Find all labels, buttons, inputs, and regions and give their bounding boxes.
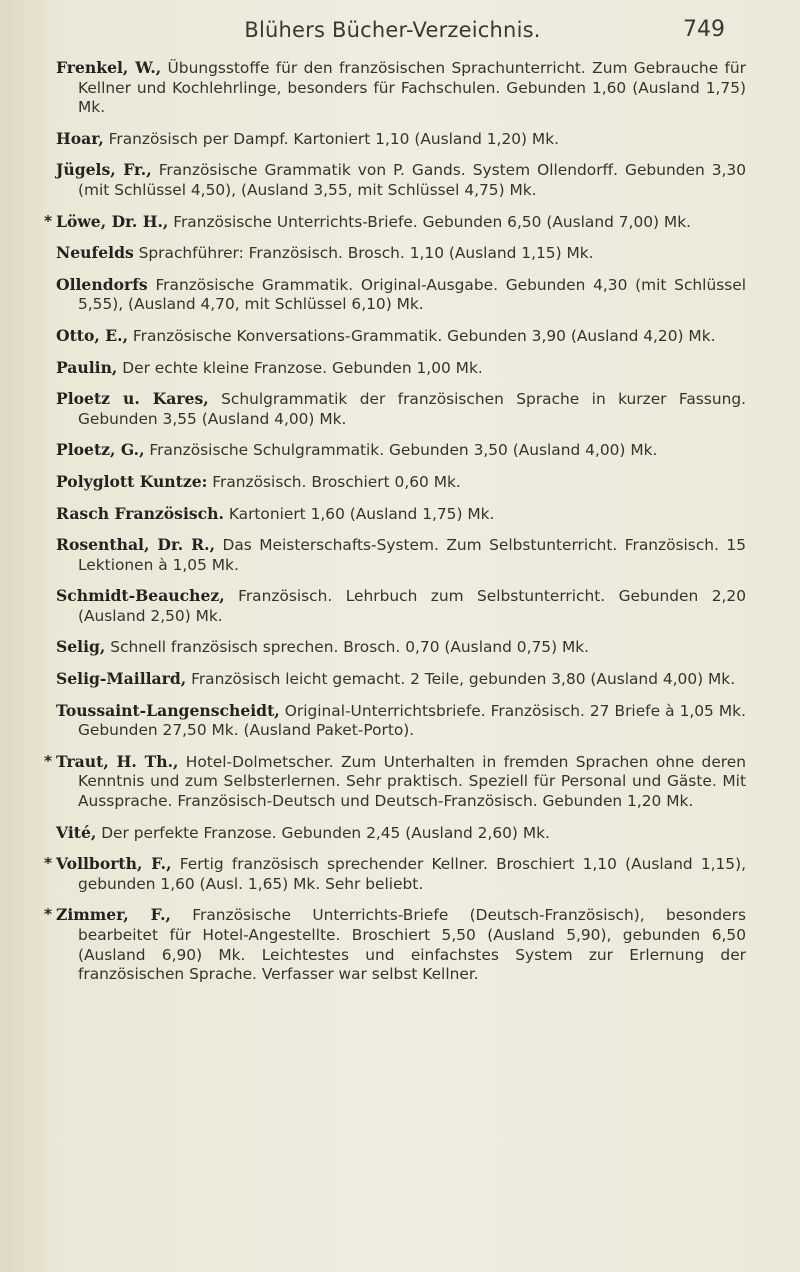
catalog-entry bbox=[56, 358, 746, 379]
entry-author-title: Rosenthal, Dr. R., bbox=[56, 535, 215, 555]
entry-description: Französische Grammatik von P. Gands. System Ollendorff. Gebunden 3,30 (mit Schlüssel 4,50), (Ausland 3,55, mit Schlüssel 4,75) Mk. bbox=[78, 161, 746, 199]
entry-author-title: Otto, E., bbox=[56, 325, 128, 345]
catalog-entry bbox=[56, 243, 746, 264]
running-head: Blühers Bücher-Verzeichnis. bbox=[244, 18, 541, 42]
entry-description: Französisch per Dampf. Kartoniert 1,10 (Ausland 1,20) Mk. bbox=[103, 129, 560, 148]
recommended-star-mark: * bbox=[44, 854, 53, 873]
entry-author-title: Löwe, Dr. H., bbox=[56, 211, 169, 231]
entry-author-title: Paulin, bbox=[56, 357, 118, 377]
catalog-entry bbox=[56, 389, 746, 429]
entry-author-title: Selig, bbox=[56, 637, 106, 657]
catalog-entry bbox=[44, 211, 746, 233]
entry-description: Das Meisterschafts-System. Zum Selbstunterricht. Französisch. 15 Lektionen à 1,05 Mk. bbox=[78, 536, 746, 574]
entry-description: Übungsstoffe für den französischen Sprachunterricht. Zum Gebrauche für Kellner und Kochlehrlinge, besonders für Fachschulen. Gebunden 1,60 (Ausland 1,75) Mk. bbox=[78, 59, 747, 117]
entry-author-title: Jügels, Fr., bbox=[56, 160, 152, 180]
entry-description: Französische Unterrichts-Briefe (Deutsch-Französisch), besonders bearbeitet für Hotel-Angestellte. Broschiert 5,50 (Ausland 5,90), gebunden 6,50 (Ausland 6,90) Mk. Leichtestes und einfachstes System zur Erlernung der französischen Sprache. Verfasser war selbst Kellner. bbox=[78, 906, 746, 984]
catalog-entry bbox=[56, 823, 746, 844]
entry-description: Französische Unterrichts-Briefe. Gebunden 6,50 (Ausland 7,00) Mk. bbox=[168, 212, 692, 231]
catalog-entry bbox=[56, 58, 746, 118]
page-number: 749 bbox=[683, 17, 725, 42]
entry-description: Französisch. Lehrbuch zum Selbstunterricht. Gebunden 2,20 (Ausland 2,50) Mk. bbox=[78, 587, 746, 625]
entry-author-title: Vité, bbox=[56, 822, 97, 842]
entry-author-title: Polyglott Kuntze: bbox=[56, 471, 208, 491]
entry-author-title: Traut, H. Th., bbox=[56, 751, 179, 771]
catalog-entry bbox=[56, 669, 746, 690]
entry-description: Französisch. Broschiert 0,60 Mk. bbox=[207, 472, 461, 491]
catalog-entry bbox=[56, 504, 746, 525]
catalog-entry bbox=[56, 637, 746, 658]
entry-description: Original-Unterrichtsbriefe. Französisch. 27 Briefe à 1,05 Mk. Gebunden 27,50 Mk. (Ausland Paket-Porto). bbox=[78, 701, 746, 740]
entry-author-title: Ploetz, G., bbox=[56, 440, 145, 460]
entry-description: Schnell französisch sprechen. Brosch. 0,70 (Ausland 0,75) Mk. bbox=[105, 638, 590, 657]
catalog-entry bbox=[56, 440, 746, 461]
entry-author-title: Vollborth, F., bbox=[56, 854, 172, 874]
entry-author-title: Ploetz u. Kares, bbox=[56, 389, 209, 409]
entry-author-title: Schmidt-Beauchez, bbox=[56, 586, 225, 606]
entry-description: Französisch leicht gemacht. 2 Teile, gebunden 3,80 (Ausland 4,00) Mk. bbox=[186, 670, 736, 689]
catalog-entry bbox=[56, 701, 746, 741]
entry-description: Der perfekte Franzose. Gebunden 2,45 (Ausland 2,60) Mk. bbox=[96, 823, 550, 842]
entry-author-title: Rasch Französisch. bbox=[56, 503, 224, 523]
catalog-entry bbox=[56, 535, 746, 575]
catalog-entry bbox=[56, 472, 746, 493]
entry-description: Kartoniert 1,60 (Ausland 1,75) Mk. bbox=[223, 504, 495, 523]
entry-description: Schulgrammatik der französischen Sprache in kurzer Fassung. Gebunden 3,55 (Ausland 4,00) Mk. bbox=[78, 390, 746, 428]
catalog-entry bbox=[56, 160, 746, 200]
recommended-star-mark: * bbox=[44, 211, 53, 230]
page-header bbox=[60, 10, 725, 50]
entry-description: Sprachführer: Französisch. Brosch. 1,10 (Ausland 1,15) Mk. bbox=[133, 244, 594, 263]
entry-description: Französische Grammatik. Original-Ausgabe. Gebunden 4,30 (mit Schlüssel 5,55), (Ausland 4,70, mit Schlüssel 6,10) Mk. bbox=[78, 275, 746, 314]
entry-author-title: Hoar, bbox=[56, 128, 104, 148]
entry-author-title: Frenkel, W., bbox=[56, 58, 162, 77]
entry-description: Der echte kleine Franzose. Gebunden 1,00 Mk. bbox=[117, 358, 483, 377]
entry-author-title: Ollendorfs bbox=[56, 274, 148, 294]
catalog-entry bbox=[44, 751, 746, 812]
catalog-entry bbox=[56, 275, 746, 315]
entry-description: Französische Schulgrammatik. Gebunden 3,50 (Ausland 4,00) Mk. bbox=[144, 441, 658, 460]
entry-description: Hotel-Dolmetscher. Zum Unterhalten in fremden Sprachen ohne deren Kenntnis und zum Selbsterlernen. Sehr praktisch. Speziell für Personal und Gäste. Mit Aussprache. Französisch-Deutsch und Deutsch-Französisch. Gebunden 1,20 Mk. bbox=[78, 752, 746, 811]
catalog-entry bbox=[56, 129, 746, 150]
entry-author-title: Selig-Maillard, bbox=[56, 669, 187, 689]
recommended-star-mark: * bbox=[44, 751, 53, 770]
entry-author-title: Zimmer, F., bbox=[56, 905, 171, 925]
entry-description: Fertig französisch sprechender Kellner. Broschiert 1,10 (Ausland 1,15), gebunden 1,60 (Ausl. 1,65) Mk. Sehr beliebt. bbox=[78, 855, 746, 893]
catalog-entry bbox=[56, 586, 746, 626]
entry-description: Französische Konversations-Grammatik. Gebunden 3,90 (Ausland 4,20) Mk. bbox=[128, 326, 716, 345]
entry-author-title: Toussaint-Langenscheidt, bbox=[56, 700, 280, 720]
recommended-star-mark: * bbox=[44, 905, 53, 924]
catalog-entry-list bbox=[44, 58, 747, 996]
entry-author-title: Neufelds bbox=[56, 243, 134, 263]
catalog-entry bbox=[56, 326, 746, 347]
catalog-entry bbox=[44, 905, 746, 984]
catalog-entry bbox=[44, 854, 746, 894]
